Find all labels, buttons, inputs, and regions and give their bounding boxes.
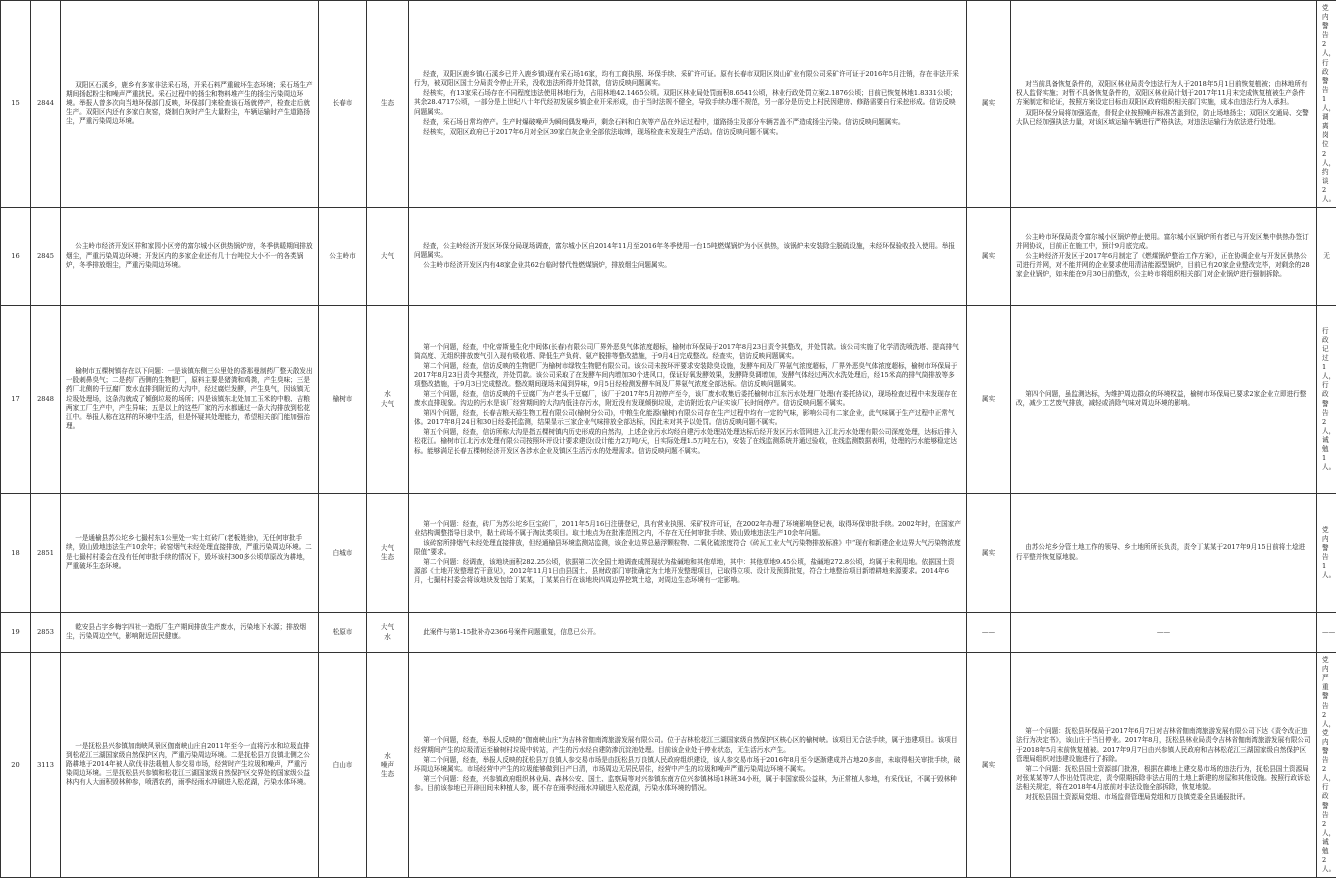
pollution-type-item: 水 bbox=[372, 633, 403, 642]
accountability-text: 党内严重警告2人，党内警告2人，行政警告2人，诫勉2人。 bbox=[1317, 653, 1336, 878]
table-row bbox=[1, 494, 1336, 613]
case-number: 2848 bbox=[31, 306, 61, 494]
city-name: 松原市 bbox=[319, 613, 367, 653]
complaint-paragraph: 一是通榆县苏公坨乡七撮村东1公里处一实士红砖厂(老板姓徐)，无任何审批手续，毁山毁地违法生产10余年；砖窑烟气未经处理直接排放，严重污染周边环境。二是七撮村村委会在没有任何审批手续的情况下，毁坏该村300多公顷草原改为耕地，严重破坏生态环境。 bbox=[66, 534, 313, 570]
action-text: —— bbox=[1011, 613, 1317, 653]
complaint-text bbox=[61, 494, 319, 613]
accountability-text: 行政记过1人，行政警告2人，诫勉1人。 bbox=[1317, 306, 1336, 494]
pollution-type-item: 水 bbox=[372, 390, 403, 399]
finding-paragraph: 经查，采石场日常均停产。生产时爆破噪声为瞬间偶发噪声，剩余石料和白灰等产品在外运过程中，道路扬尘及部分车辆苫盖不严造成扬尘污染。信访反映问题属实。 bbox=[414, 118, 961, 127]
accountability-text: —— bbox=[1317, 613, 1336, 653]
pollution-type bbox=[367, 1, 409, 208]
pollution-type bbox=[367, 613, 409, 653]
finding-paragraph: 此案件与第1-15批补办2366号案件问题重复，信息已公开。 bbox=[414, 628, 961, 637]
finding-paragraph: 第一个问题：经查，砖厂为苏公坨乡巨宝砖厂，2011年5月16日注册登记，具有营业执照、采矿权许可证，在2002年办理了环境影响登记表，取得环保审批手续。2002年时，在国家产业结构调整指导目录中，黏土砖场不属于淘汰类项目。取土地点为在批准范围之内，不存在无任何审批手续、毁山毁地违法生产10余年问题。 bbox=[414, 520, 961, 538]
finding-paragraph: 经查，双阳区鹿乡镇(石溪乡已并入鹿乡镇)现有采石场16家，均有工商执照、环保手续、采矿许可证。原有长春市双阳区岗山矿业有限公司采矿许可证于2016年5月注销，存在非法开采行为，被双阳区国土分局责令停止开采，没收违法所得并处罚款，信访反映问题属实。 bbox=[414, 70, 961, 88]
pollution-type-item: 水 bbox=[372, 752, 403, 761]
pollution-type bbox=[367, 306, 409, 494]
complaint-paragraph: 公主岭市经济开发区祥和家园小区旁的富尔城小区供热锅炉房，冬季供暖期间排放烟尘，严重污染周边环境；开发区内的多家企业还有几十台吨位大小不一的各类锅炉，冬季排放烟尘，严重污染周边环境。 bbox=[66, 242, 313, 269]
action-paragraph: 双阳环保分局将加强巡查，督促企业按照噪声标准苫盖到位，防止场地扬尘；双阳区交通局、交警大队已经加强执法力量，对该区域运输车辆进行严格执法，对违法运输行为依法进行处理。 bbox=[1016, 109, 1311, 127]
finding-paragraph: 经核实，有13家采石场存在不同程度违法使用林地行为，占用林地42.1465公顷。双阳区林业局处罚面积8.6541公顷，林业行政处罚立案2.1876公顷；目前已恢复林地1.8331公顷；其余28.4717公顷，一部分是上世纪八十年代经初发展乡镇企业开采形成，由于当时法规不健全，导致手续办理不规范，另一部分是历史上村民因建房、修路需要自行采挖形成。信访反映问题属实。 bbox=[414, 89, 961, 116]
table-row bbox=[1, 613, 1336, 653]
complaint-text bbox=[61, 208, 319, 306]
finding-paragraph: 第三个问题，经查，信访反映的千豆腐厂为卢老头千豆腐厂，该厂于2017年5月初停产至今，该厂废水收集后委托榆树市江东污水处理厂处理(有委托协议)，现场检查过程中未发现存在废水直排现象。沟边的污水是该厂经营期间的大沟内低洼存污水，附近没有发现倾倒垃圾，走访附近农户证实该厂长时间停产。信访反映问题不属实。 bbox=[414, 390, 961, 408]
table-row bbox=[1, 306, 1336, 494]
complaint-text bbox=[61, 613, 319, 653]
row-index: 18 bbox=[1, 494, 31, 613]
finding-text bbox=[409, 653, 967, 878]
finding-text bbox=[409, 306, 967, 494]
action-text bbox=[1011, 494, 1317, 613]
complaint-paragraph: 榆树市五棵树镇存在以下问题：一是该镇东侧三公里处的香那曼制药厂整天散发出一股刺鼻臭气；二是药厂西侧的生物肥厂，原料主要是猪粪和鸡粪，产生臭味；三是药厂北侧的千豆腐厂废水直排到附近的大沟中，经过腐烂发酵，产生臭气，因该镇无垃圾处理场，这条沟就成了倾倒垃圾的场所；四是该镇东北处加工玉米的中粮、吉粮两家工厂生产中，产生异味；五是以上的这些厂家的污水都通过一条大沟排放到松花江中。举报人称在这样的环境中生活，但是怀疑其处理能力，希望相关部门能加强治理。 bbox=[66, 367, 313, 431]
pollution-type bbox=[367, 494, 409, 613]
complaint-paragraph: 一是抚松县兴参镇加南峡风景区伽南峡山庄自2011年至今一直将污水和垃圾直排到松花江三湖国家级自然保护区内，严重污染周边环境。二是抚松县万良镇北侧之公路耕地于2014年被人砍伐非法栽植人参交易市场，经营时产生垃圾和噪声，严重污染周边环境。三是抚松县兴参镇和松花江三湖国家级自然保护区交界处的国家级公益林内有人大面积毁林种参，喷洒农药，雨季经雨水冲刷进入松花湖，污染水体环境。 bbox=[66, 742, 313, 787]
pollution-type-item: 生态 bbox=[372, 99, 403, 108]
action-text bbox=[1011, 1, 1317, 208]
row-index: 16 bbox=[1, 208, 31, 306]
action-paragraph: 由苏公坨乡分管土地工作的领导、乡土地所所长负责，责令丁某某于2017年9月15日前将土埝进行平整并恢复原地貌。 bbox=[1016, 543, 1311, 561]
pollution-type-item: 生态 bbox=[372, 553, 403, 562]
finding-paragraph: 第五个问题，经查，信访所称大沟是指五棵树镇内历史形成的自然沟，上述企业污水均经自建污水处理站处理达标后经开发区污水管网进入江北污水处理有限公司深度处理，达标后排入松花江。榆树市江北污水处理有限公司按照环评设计要求建设(设计能力2万吨/天，日实际处理1.5万吨左右)，安装了在线监测系统并通过验收，在线监测数据表明，处理的污水能够稳定达标。能够满足长春五棵树经济开发区各涉水企业及镇区生活污水的处理需求。信访反映问题不属实。 bbox=[414, 428, 961, 455]
row-index: 20 bbox=[1, 653, 31, 878]
pollution-type-item: 生态 bbox=[372, 770, 403, 779]
pollution-type-item: 大气 bbox=[372, 623, 403, 632]
complaint-text bbox=[61, 306, 319, 494]
table-row bbox=[1, 1, 1336, 208]
case-number: 2845 bbox=[31, 208, 61, 306]
pollution-type-item: 大气 bbox=[372, 400, 403, 409]
pollution-type-item: 大气 bbox=[372, 252, 403, 261]
case-number: 2851 bbox=[31, 494, 61, 613]
finding-paragraph: 第二个问题，经查，信访反映的生物肥厂为榆树市绿牧生物肥有限公司。该公司未按环评要求安装除臭设施，发酵车间及厂界氨气浓度超标，厂界外恶臭气体浓度超标，榆树市环保局于2017年8月23日责令其整改，并处罚款。该公司采取了在发酵车间内增加30个进风口，保证好氧发酵效果，发酵降臭调增加，发酵气体经过两次水洗处理后，经15米高的排气筒排放等多项整改措施，于9月3日完成整改。整改期间现场未闻到异味，9月5日经检测发酵车间及厂界氨气浓度全部达标。信访反映问题属实。 bbox=[414, 362, 961, 389]
finding-paragraph: 该砖窑所排烟气未经处理直接排放，但经通榆县环境监测站监测，该企业边界总悬浮颗粒物、二氧化硫浓度符合《砖瓦工业大气污染物排放标准》中“现有和新建企业边界大气污染物浓度限值”要求。 bbox=[414, 539, 961, 557]
complaint-text bbox=[61, 653, 319, 878]
row-index: 15 bbox=[1, 1, 31, 208]
finding-text bbox=[409, 208, 967, 306]
action-text bbox=[1011, 306, 1317, 494]
finding-paragraph: 第三个问题：经查，兴参镇政府组织林业局、森林公安、国土、监察局等对兴参镇东南方位兴参镇林场1林班34小班，属于非国家级公益林，为正常植人参地，有采伐证，不属于毁林种参。目前该参地已开辟田间未种植人参，既不存在雨季经雨水冲刷进入松花湖，污染水体环境的情况。 bbox=[414, 775, 961, 793]
finding-paragraph: 第二个问题，经查，举报人反映的抚松县万良镇人参交易市场是由抚松县万良镇人民政府组织建设，该人参交易市场于2016年8月至今逐渐建成并占地20多亩，未取得相关审批手续，破坏周边环境属实。市场经营中产生的垃圾能够做到日产日清，市场周边无居民居住，经营中产生的垃圾和噪声严重污染周边环境不属实。 bbox=[414, 756, 961, 774]
verified-status: 属实 bbox=[967, 208, 1011, 306]
finding-text bbox=[409, 1, 967, 208]
city-name: 白山市 bbox=[319, 653, 367, 878]
finding-paragraph: 经核实，双阳区政府已于2017年6月对全区39家白灰企业全部依法取缔，现场检查未发现生产活动。信访反映问题不属实。 bbox=[414, 128, 961, 137]
finding-paragraph: 经查，公主岭经济开发区环保分局现场调查，富尔城小区自2014年11月至2016年冬季使用一台15吨燃煤锅炉为小区供热，该锅炉未安装除尘脱硫设施，未经环保验收投入使用。举报问题属实。 bbox=[414, 242, 961, 260]
pollution-type-item: 大气 bbox=[372, 544, 403, 553]
action-paragraph: 对抚松县国土资源局党组、市场监督管理局党组和万良镇党委全县通报批评。 bbox=[1016, 793, 1311, 802]
verified-status: 属实 bbox=[967, 494, 1011, 613]
finding-paragraph: 第二个问题：经调查，该地块面积282.25公顷，依据第二次全国土地调查成图现状为盐碱地和其他草地，其中：其他草地9.45公顷，盐碱地272.8公顷，均属于未利用地。依据国土资源部《土地开发整理若干意见》，2012年11月1日由县国土、县财政部门审批确定为土地开发整理项目，已取得立项、设计及预算批复，符合土地整治项目新增耕地来源要求。2014年6月，七撮村村委会将该地块发包给丁某某，丁某某自行在该地块四周边界挖筑土埝，对周边生态环境有一定影响。 bbox=[414, 558, 961, 585]
pollution-type bbox=[367, 653, 409, 878]
city-name: 长春市 bbox=[319, 1, 367, 208]
verified-status: —— bbox=[967, 613, 1011, 653]
action-paragraph: 第一个问题：抚松县环保局于2017年6月7日对吉林省伽南湾旅游发展有限公司下达《责令改正违法行为决定书》，该山庄于当日停业。2017年8月，抚松县林业局责令吉林省伽南湾旅游发展有限公司于2018年5月末前恢复植被。2017年9月7日由兴参镇人民政府和吉林松花江三湖国家级自然保护区管理局组织对违建设施进行了拆除。 bbox=[1016, 727, 1311, 763]
finding-paragraph: 第一个问题，经查，举报人反映的“伽南峡山庄”为吉林省伽南湾旅游发展有限公司。位于吉林松花江三湖国家级自然保护区核心区的榆树峡。该项目无合法手续，属于违建项目。该项目经营期间产生的垃圾清运至榆树村垃圾中转站，产生的污水经自建防渗沉淀池处理。目前该企业处于停业状态，无生活污水产生。 bbox=[414, 736, 961, 754]
complaint-paragraph: 双阳区石溪乡，鹿乡有多家非法采石场，开采石料严重破坏生态环境；采石场生产期间扬起粉尘和噪声严重扰民。采石过程中的扬尘和物料堆产生的扬尘污染周边环境。举报人曾多次向当地环保部门反映，环保部门来检查该石场就停产，检查走后就生产。双阳区内还有多家白灰窑，烧制白灰时产生大量粉尘，车辆运输时产生道路扬尘，严重污染周边环境。 bbox=[66, 81, 313, 126]
table-row bbox=[1, 653, 1336, 878]
complaint-text bbox=[61, 1, 319, 208]
case-number: 3113 bbox=[31, 653, 61, 878]
case-number: 2844 bbox=[31, 1, 61, 208]
city-name: 白城市 bbox=[319, 494, 367, 613]
finding-text bbox=[409, 494, 967, 613]
action-paragraph: 第四个问题，虽监测达标，为维护周边群众的环境权益，榆树市环保局已要求2家企业立即进行整改，减少工艺废气排放，减轻或消除气味对周边环境的影响。 bbox=[1016, 390, 1311, 408]
finding-paragraph: 公主岭市经济开发区内有48家企业共62台临时替代性燃煤锅炉，排放烟尘问题属实。 bbox=[414, 261, 961, 270]
row-index: 19 bbox=[1, 613, 31, 653]
city-name: 榆树市 bbox=[319, 306, 367, 494]
row-index: 17 bbox=[1, 306, 31, 494]
verified-status: 属实 bbox=[967, 1, 1011, 208]
complaint-paragraph: 乾安县占字乡梅字四社一造纸厂生产期间排放生产废水，污染地下水源；排放烟尘，污染周边空气，影响附近居民健康。 bbox=[66, 623, 313, 641]
verified-status: 属实 bbox=[967, 306, 1011, 494]
accountability-text: 党内警告1人。 bbox=[1317, 494, 1336, 613]
accountability-text: 党内警告2人，行政警告1人，调离岗位2人，约谈2人。 bbox=[1317, 1, 1336, 208]
action-text bbox=[1011, 653, 1317, 878]
finding-text bbox=[409, 613, 967, 653]
action-paragraph: 第二个问题：抚松县国土资源部门批准，根据在耕地上建交易市场的违法行为，抚松县国土资源局对张某某等7人作出处罚决定，责令限期拆除非法占用的土地上新建的房屋和其他设施。按照行政诉讼法相关规定，将在2018年4月底前对非法设施全部拆除，恢复地貌。 bbox=[1016, 765, 1311, 792]
pollution-type bbox=[367, 208, 409, 306]
pollution-type-item: 噪声 bbox=[372, 761, 403, 770]
case-number: 2853 bbox=[31, 613, 61, 653]
accountability-text: 无 bbox=[1317, 208, 1336, 306]
verified-status: 属实 bbox=[967, 653, 1011, 878]
action-paragraph: 公主岭经济开发区于2017年6月制定了《燃煤锅炉整治工作方案》，正在协调企业与开发区供热公司进行并网，对不能并网的企业要求使用清洁能源型锅炉，目前已有20家企业整改完毕，对剩余的28家企业锅炉，如未能在9月30日前整改，公主岭市将组织相关部门对企业锅炉进行强制拆除。 bbox=[1016, 252, 1311, 279]
finding-paragraph: 第一个问题，经查，中化帝斯曼生化中间体(长春)有限公司厂界外恶臭气体浓度超标，榆树市环保局于2017年8月23日责令其整改，并处罚款。该公司实施了化学清洗喷洗塔、提高排气筒高度、无组织排放废气引入现有吸收塔、降低生产负荷、氨产脱排等整改措施，于9月4日完成整改。经查实，信访反映问题属实。 bbox=[414, 343, 961, 361]
action-text bbox=[1011, 208, 1317, 306]
finding-paragraph: 第四个问题，经查，长春吉粮天裕生物工程有限公司(榆树分公司)，中粮生化能源(榆树)有限公司存在生产过程中均有一定的气味，影响公司有二家企业，此气味属于生产过程中正常气体。2017年8月24日和30日经委托监测，结果显示三家企业气味排放全部达标，因此未对其予以处罚。信访反映问题不属实。 bbox=[414, 409, 961, 427]
city-name: 公主岭市 bbox=[319, 208, 367, 306]
action-paragraph: 对当前具备恢复条件的，双阳区林业局责令违法行为人于2018年5月1日前恢复植被；由林地所有权人监督实施；对暂不具备恢复条件的，双阳区林业局计划于2017年11月末完成恢复植被生产条件方案制定和论证，按照方案设定目标由双阳区政府组织相关部门实施，成本由违法行为人承担。 bbox=[1016, 80, 1311, 107]
table-row bbox=[1, 208, 1336, 306]
action-paragraph: 公主岭市环保局责令富尔城小区锅炉停止使用。富尔城小区锅炉所有者已与开发区集中供热办签订并网协议，目前正在施工中，预计9月底完成。 bbox=[1016, 233, 1311, 251]
